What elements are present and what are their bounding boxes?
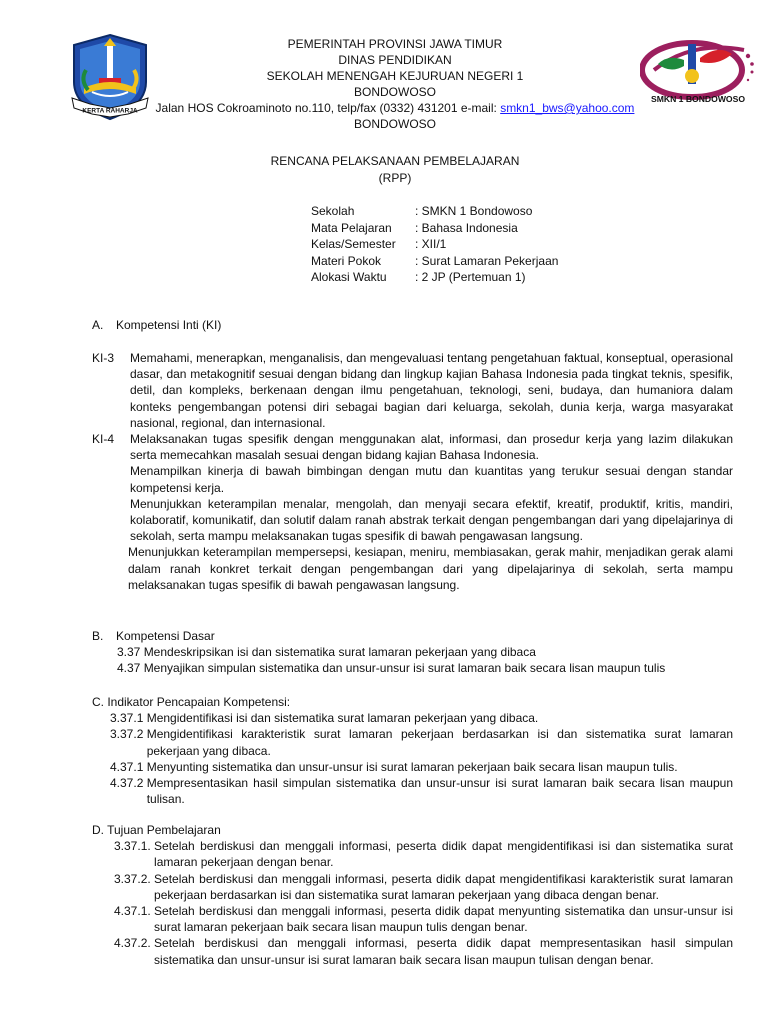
kd-item-3-37: 3.37 Mendeskripsikan isi dan sistematika surat lamaran pekerjaan yang dibaca: [117, 645, 536, 660]
letterhead-address-line: [150, 100, 640, 116]
ki4-paragraph-1: Melaksanakan tugas spesifik dengan menggunakan alat, informasi, dan prosedur kerja yang lazim dilakukan serta memecahkan masalah sesuai dengan bidang kajian Bahasa Indonesia.: [130, 432, 733, 463]
identity-value: : Surat Lamaran Pekerjaan: [415, 253, 559, 268]
letterhead-address: Jalan HOS Cokroaminoto no.110, telp/fax (0332) 431201 e-mail:: [155, 101, 501, 115]
identity-key: Mata Pelajaran: [311, 220, 392, 235]
letterhead-school: SEKOLAH MENENGAH KEJURUAN NEGERI 1: [266, 69, 524, 83]
objective-text: Setelah berdiskusi dan menggali informasi, peserta didik dapat menyunting sistematika dan unsur-unsur isi surat lamaran pekerjaan baik secara lisan maupun tulis dengan benar.: [154, 904, 733, 935]
title-line: RENCANA PELAKSANAAN PEMBELAJARAN: [270, 154, 520, 168]
objective-text: Setelah berdiskusi dan menggali informasi, peserta didik dapat mengidentifikasi karakteristik surat lamaran pekerjaan berdasarkan isi dan sistematika surat lamaran pekerjaan yang dibaca dengan benar.: [154, 871, 733, 902]
identity-row: [311, 203, 558, 220]
indicator-item: [110, 759, 733, 775]
identity-row: [311, 220, 558, 237]
section-title: Kompetensi Inti (KI): [116, 318, 222, 332]
indicator-number: 4.37.2: [110, 776, 147, 791]
kd-item-4-37: 4.37 Menyajikan simpulan sistematika dan unsur-unsur isi surat lamaran baik secara lisan maupun tulis: [117, 661, 666, 676]
letterhead-city: BONDOWOSO: [353, 85, 436, 99]
ki4-block: [92, 431, 733, 593]
east-java-emblem-icon: [66, 32, 154, 122]
section-title: D. Tujuan Pembelajaran: [92, 823, 221, 837]
identity-key: Materi Pokok: [311, 253, 382, 268]
objective-text: Setelah berdiskusi dan menggali informasi, peserta didik dapat mengidentifikasi isi dan sistematika surat lamaran pekerjaan dengan benar.: [154, 839, 733, 870]
objective-item: [114, 935, 733, 967]
indicator-item: [110, 775, 733, 807]
ki4-paragraph-4: Menunjukkan keterampilan mempersepsi, kesiapan, meniru, membiasakan, gerak mahir, menjadikan gerak alami dalam ranah konkret terkait dengan pengembangan dari yang dipelajarinya di sekolah, serta mampu melaksanakan tugas spesifik di bawah pengawasan langsung.: [128, 545, 733, 592]
identity-value: : Bahasa Indonesia: [415, 220, 518, 235]
objective-number: 4.37.2.: [114, 936, 155, 951]
ki3-code: KI-3: [92, 351, 115, 365]
objective-number: 3.37.2.: [114, 871, 155, 886]
identity-row: [311, 269, 558, 286]
indicator-text: Mempresentasikan hasil simpulan sistematika dan unsur-unsur isi surat lamaran baik secara lisan maupun tulisan.: [146, 776, 733, 807]
section-c: [92, 694, 733, 807]
letterhead-department: DINAS PENDIDIKAN: [338, 53, 452, 67]
identity-row: [311, 253, 558, 270]
identity-value: : SMKN 1 Bondowoso: [415, 204, 533, 218]
section-title: C. Indikator Pencapaian Kompetensi:: [92, 695, 291, 709]
indicator-text: Mengidentifikasi isi dan sistematika surat lamaran pekerjaan yang dibaca.: [146, 711, 539, 726]
identity-key: Alokasi Waktu: [311, 270, 387, 285]
identity-table: [311, 203, 558, 286]
ki4-code: KI-4: [92, 432, 115, 446]
email-link[interactable]: smkn1_bws@yahoo.com: [500, 101, 635, 115]
identity-row: [311, 236, 558, 253]
letterhead-government: PEMERINTAH PROVINSI JAWA TIMUR: [287, 37, 503, 51]
identity-value: : 2 JP (Pertemuan 1): [415, 270, 526, 285]
objective-number: 4.37.1.: [114, 904, 155, 919]
identity-value: : XII/1: [415, 237, 447, 252]
section-letter: B.: [92, 629, 104, 643]
objective-item: [114, 838, 733, 870]
section-a-heading: [92, 317, 733, 333]
document-title: [150, 153, 640, 186]
indicator-text: Menyunting sistematika dan unsur-unsur isi surat lamaran pekerjaan baik secara lisan maupun tulis.: [146, 759, 678, 774]
indicator-number: 3.37.2: [110, 727, 147, 742]
ki3-text: Memahami, menerapkan, menganalisis, dan mengevaluasi tentang pengetahuan faktual, konseptual, operasional dasar, dan metakognitif sesuai dengan bidang dan lingkup kajian Bahasa Indonesia pada tingkat teknis, spesifik, detil, dan kompleks, berkenaan dengan ilmu pengetahuan, teknologi, seni, budaya, dan humaniora dalam konteks pengembangan potensi diri sebagai bagian dari keluarga, sekolah, dunia kerja, warga masyarakat nasional, regional, dan internasional.: [130, 351, 733, 430]
identity-key: Sekolah: [311, 204, 355, 218]
objective-text: Setelah berdiskusi dan menggali informasi, peserta didik dapat mempresentasikan hasil simpulan sistematika dan unsur-unsur isi surat lamaran baik secara lisan maupun tulisan dengan benar.: [154, 936, 733, 967]
indicator-number: 3.37.1: [110, 711, 147, 726]
indicator-text: Mengidentifikasi karakteristik surat lamaran pekerjaan berdasarkan isi dan sistematika surat lamaran pekerjaan yang dibaca.: [146, 727, 733, 758]
title-abbreviation: (RPP): [378, 170, 412, 185]
section-letter: A.: [92, 318, 104, 332]
smkn1-logo-caption: SMKN 1 BONDOWOSO: [650, 94, 746, 104]
identity-key: Kelas/Semester: [311, 237, 396, 252]
indicator-item: [110, 726, 733, 758]
emblem-motto: KERTA RAHARJA: [82, 107, 138, 115]
section-d: [92, 822, 733, 968]
indicator-item: [110, 710, 733, 726]
ki4-paragraph-3: Menunjukkan keterampilan menalar, mengolah, dan menyaji secara efektif, kreatif, produktif, kritis, mandiri, kolaboratif, komunikatif, dan solutif dalam ranah abstrak terkait dengan pengembangan dari yang dipelajarinya di sekolah, serta mampu melaksanakan tugas spesifik di bawah pengawasan langsung.: [130, 496, 733, 544]
letterhead-footer-city: BONDOWOSO: [353, 117, 436, 131]
objective-number: 3.37.1.: [114, 839, 155, 854]
ki4-paragraph-2: Menampilkan kinerja di bawah bimbingan dengan mutu dan kuantitas yang terukur sesuai dengan standar kompetensi kerja.: [130, 464, 733, 495]
section-b: [92, 628, 733, 677]
objective-item: [114, 871, 733, 903]
section-title: Kompetensi Dasar: [116, 629, 215, 643]
indicator-number: 4.37.1: [110, 759, 147, 774]
smkn1-bondowoso-logo-icon: [640, 36, 758, 106]
objective-item: [114, 903, 733, 935]
ki3-block: [92, 350, 733, 431]
letterhead: [150, 36, 640, 132]
